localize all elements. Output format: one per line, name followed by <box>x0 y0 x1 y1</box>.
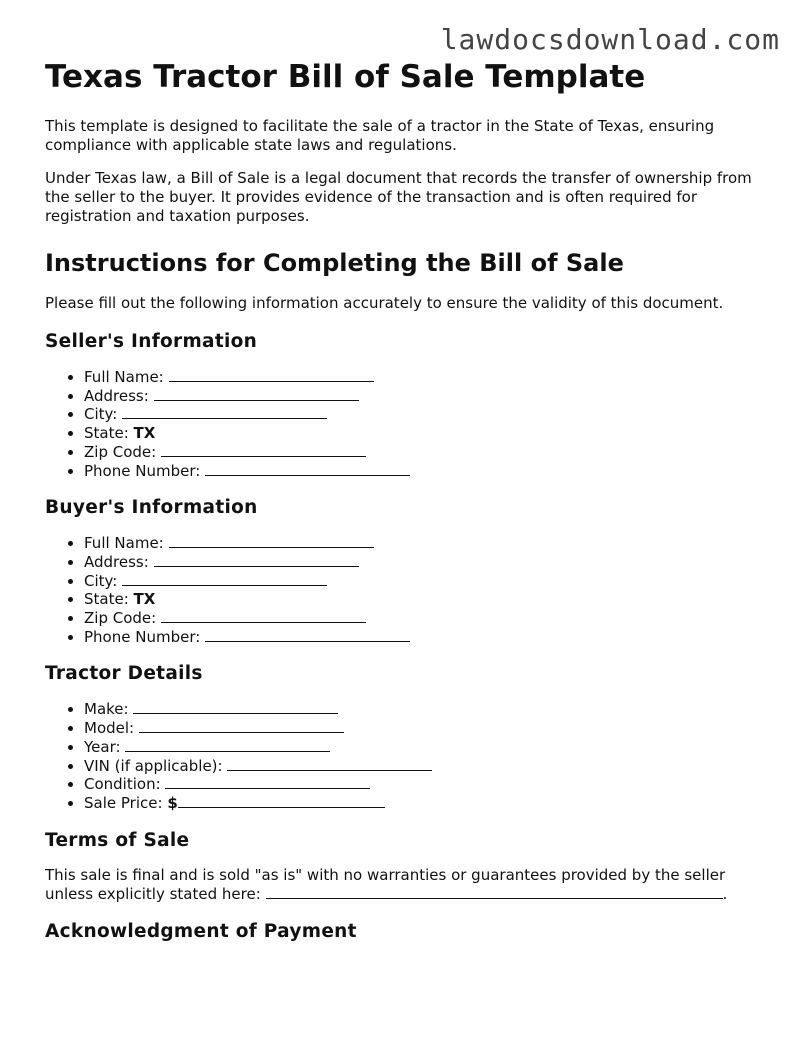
currency-symbol: $ <box>167 793 178 812</box>
seller-phone-label: Phone Number: <box>84 461 201 480</box>
tractor-year-label: Year: <box>84 737 121 756</box>
seller-state-value: TX <box>133 424 156 443</box>
tractor-year-field[interactable] <box>125 739 330 752</box>
seller-full-name-label: Full Name: <box>84 368 164 386</box>
seller-address-item <box>84 387 760 406</box>
buyer-phone-label: Phone Number: <box>84 627 201 646</box>
terms-exceptions-field[interactable] <box>266 886 723 899</box>
seller-city-label: City: <box>84 405 118 424</box>
buyer-full-name-item <box>84 534 760 553</box>
page-title: Texas Tractor Bill of Sale Template <box>45 59 646 95</box>
intro-paragraph-2: Under Texas law, a Bill of Sale is a legal document that records the transfer of ownership from the seller to the buyer. It provides evidence of the transaction and is often required for registration and taxation purposes. <box>45 169 752 225</box>
tractor-fields <box>45 700 760 812</box>
buyer-phone-field[interactable] <box>205 629 410 642</box>
seller-fields <box>45 368 760 480</box>
tractor-year-item <box>84 738 760 757</box>
buyer-city-field[interactable] <box>122 573 327 586</box>
buyer-city-label: City: <box>84 571 118 590</box>
seller-zip-label: Zip Code: <box>84 442 157 461</box>
tractor-heading: Tractor Details <box>45 663 203 685</box>
tractor-make-field[interactable] <box>133 701 338 714</box>
tractor-condition-item <box>84 775 760 794</box>
tractor-vin-label: VIN (if applicable): <box>84 756 223 775</box>
tractor-condition-label: Condition: <box>84 775 161 794</box>
buyer-phone-item <box>84 628 760 647</box>
buyer-city-item <box>84 572 760 591</box>
seller-address-field[interactable] <box>154 388 359 401</box>
seller-city-field[interactable] <box>122 406 327 419</box>
document-page <box>45 58 760 943</box>
seller-city-item <box>84 405 760 424</box>
instructions-text: Please fill out the following information accurately to ensure the validity of this document. <box>45 294 724 312</box>
seller-address-label: Address: <box>84 386 149 405</box>
seller-zip-field[interactable] <box>161 444 366 457</box>
buyer-zip-item <box>84 609 760 628</box>
tractor-price-field[interactable] <box>178 795 385 808</box>
buyer-heading: Buyer's Information <box>45 497 258 519</box>
buyer-zip-label: Zip Code: <box>84 609 157 628</box>
seller-state-item <box>84 424 760 443</box>
buyer-state-value: TX <box>133 590 156 609</box>
buyer-address-item <box>84 553 760 572</box>
tractor-make-label: Make: <box>84 700 129 719</box>
buyer-zip-field[interactable] <box>161 610 366 623</box>
buyer-state-item <box>84 590 760 609</box>
tractor-price-item <box>84 794 760 813</box>
terms-period: . <box>722 884 728 903</box>
terms-statement: This sale is final and is sold "as is" with no warranties or guarantees provided by the seller unless explicitly stated here: <box>45 865 726 903</box>
instructions-heading: Instructions for Completing the Bill of Sale <box>45 249 624 277</box>
seller-phone-item <box>84 462 760 481</box>
buyer-fields <box>45 534 760 646</box>
terms-text <box>45 866 760 904</box>
tractor-model-label: Model: <box>84 719 135 738</box>
buyer-state-label: State: <box>84 590 129 609</box>
tractor-condition-field[interactable] <box>165 776 370 789</box>
seller-heading: Seller's Information <box>45 331 258 352</box>
seller-phone-field[interactable] <box>205 463 410 476</box>
tractor-vin-field[interactable] <box>227 758 432 771</box>
tractor-model-item <box>84 719 760 738</box>
terms-heading: Terms of Sale <box>45 829 190 851</box>
buyer-full-name-label: Full Name: <box>84 534 164 553</box>
buyer-full-name-field[interactable] <box>169 535 374 548</box>
tractor-make-item <box>84 700 760 719</box>
tractor-model-field[interactable] <box>139 720 344 733</box>
seller-full-name-item <box>84 368 760 387</box>
seller-state-label: State: <box>84 424 129 443</box>
buyer-address-field[interactable] <box>154 554 359 567</box>
watermark: lawdocsdownload.com <box>440 23 780 56</box>
intro-paragraph-1: This template is designed to facilitate the sale of a tractor in the State of Texas, ensuring compliance with applicable state laws and regulations. <box>45 117 715 154</box>
tractor-price-label: Sale Price: <box>84 793 163 812</box>
seller-full-name-field[interactable] <box>169 369 374 382</box>
tractor-vin-item <box>84 757 760 776</box>
payment-heading: Acknowledgment of Payment <box>45 920 357 942</box>
seller-zip-item <box>84 443 760 462</box>
buyer-address-label: Address: <box>84 552 149 571</box>
